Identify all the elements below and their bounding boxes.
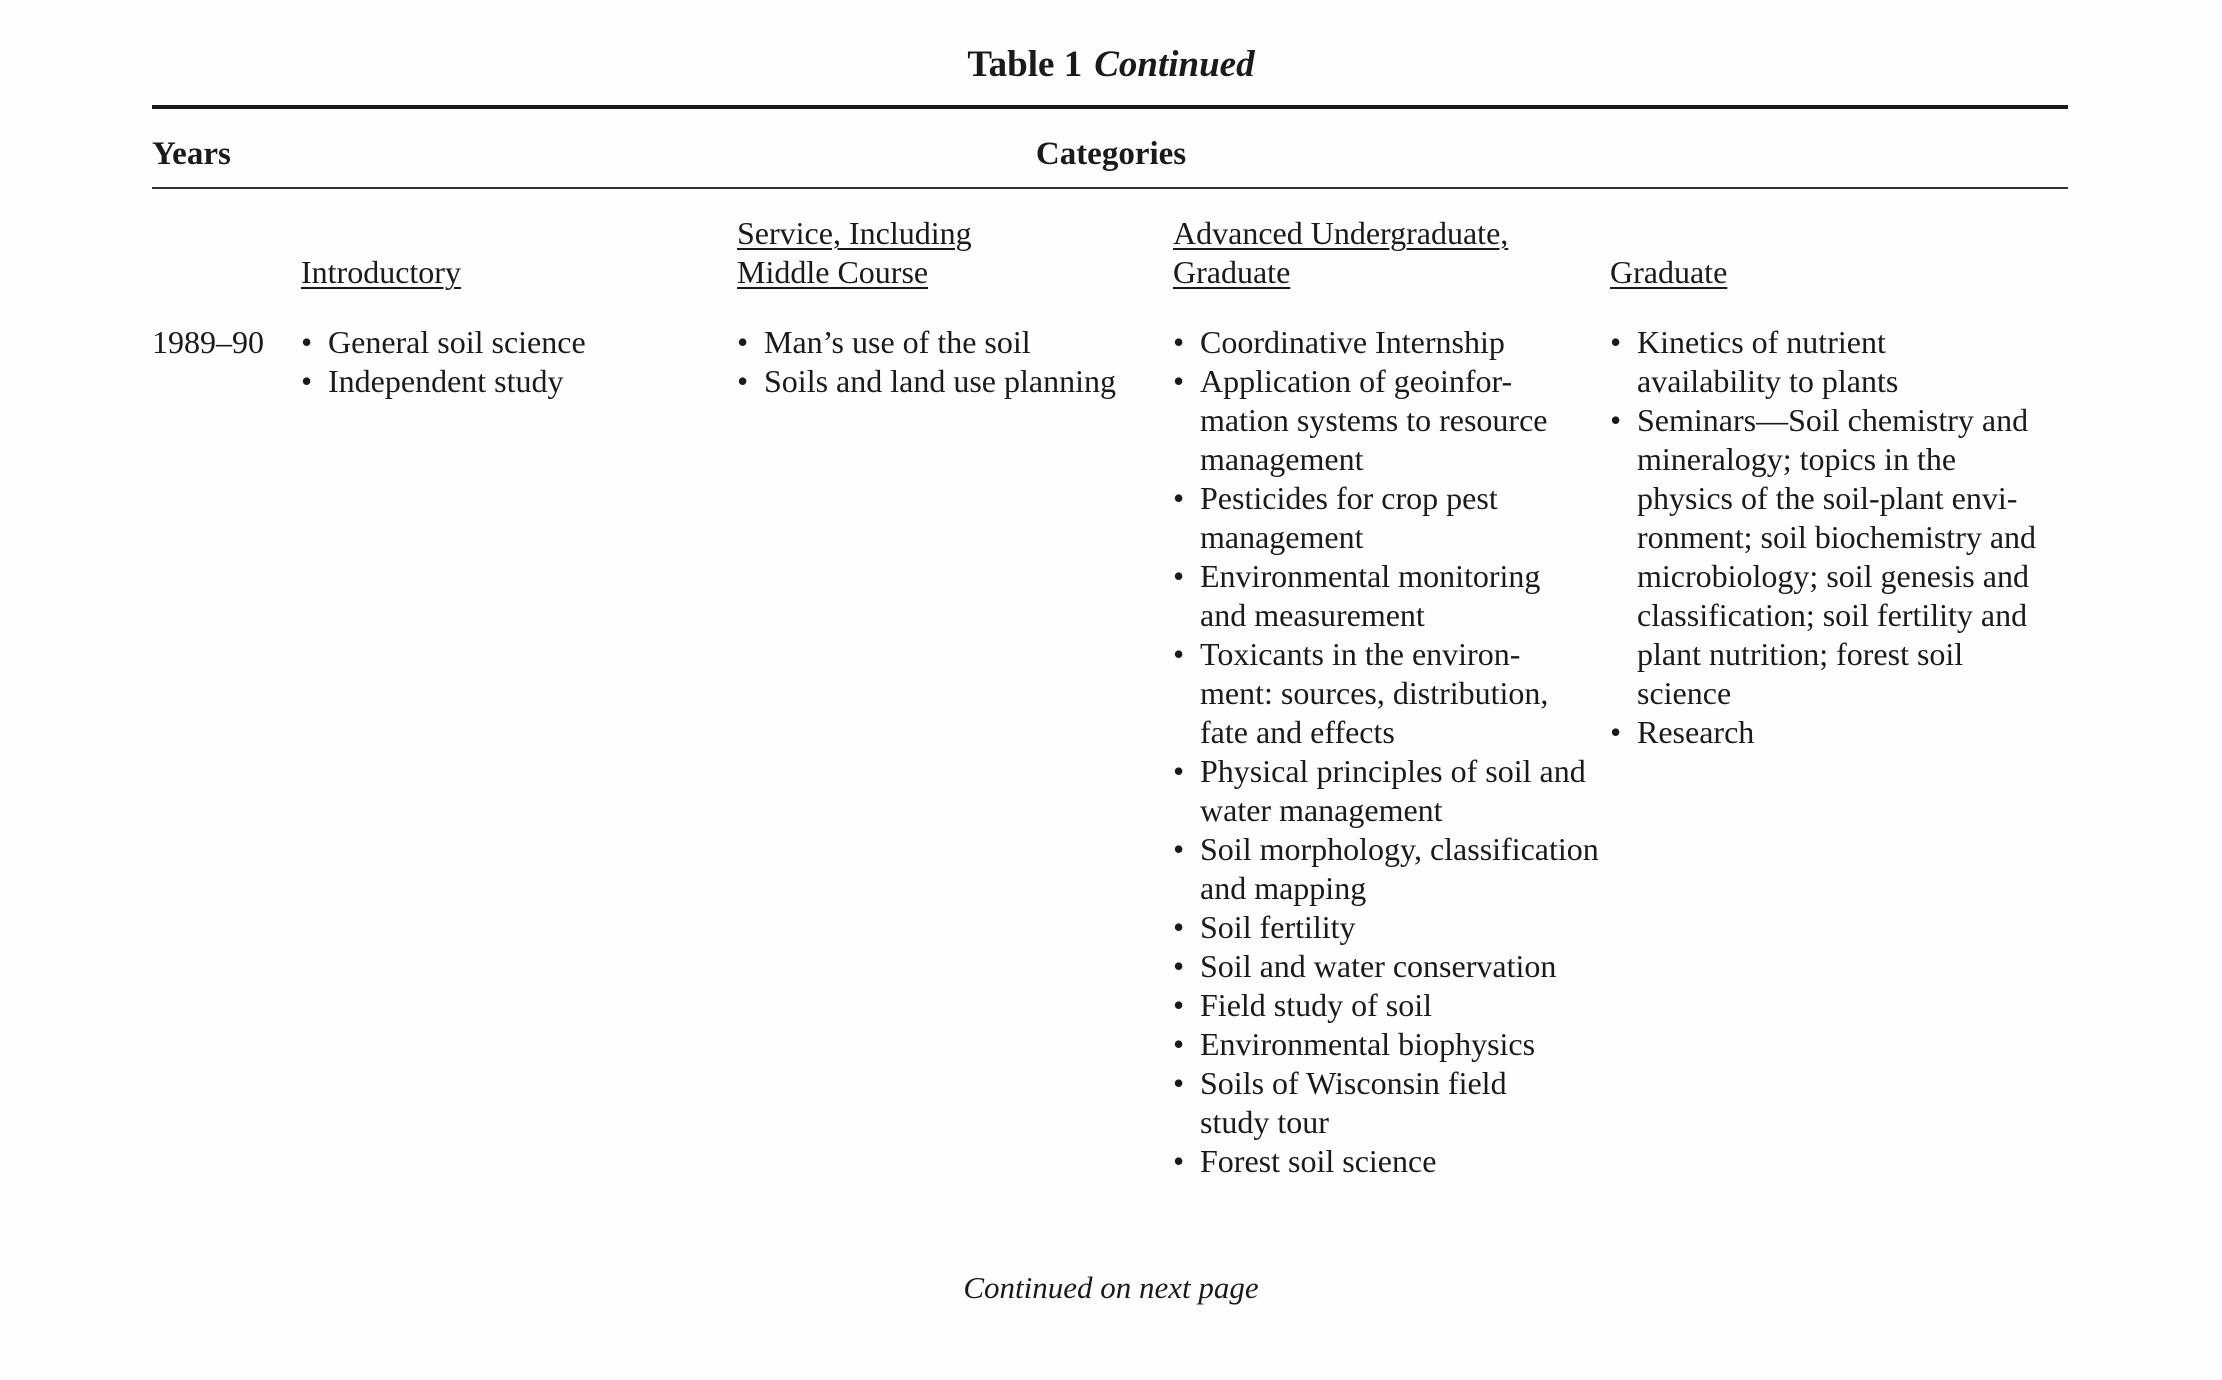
advanced-list (1173, 323, 1599, 1181)
column-heading-line: Advanced Undergraduate, (1173, 215, 1509, 251)
list-item: • Independent study (301, 362, 586, 401)
list-item: • Physical principles of soil and water management (1173, 752, 1599, 830)
list-item: • Soils of Wisconsin field study tour (1173, 1064, 1599, 1142)
introductory-list (301, 323, 586, 401)
list-item: • Coordinative Internship (1173, 323, 1599, 362)
column-heading-line: Service, Including (737, 215, 972, 251)
list-item: • General soil science (301, 323, 586, 362)
header-rule (152, 187, 2068, 189)
list-item: • Environmental biophysics (1173, 1025, 1599, 1064)
list-item: • Soil morphology, classification and mapping (1173, 830, 1599, 908)
list-item: • Soil and water conservation (1173, 947, 1599, 986)
list-item: • Forest soil science (1173, 1142, 1599, 1181)
column-heading-graduate (1610, 253, 1727, 292)
table-number: Table 1 (967, 44, 1083, 85)
list-item: • Man’s use of the soil (737, 323, 1116, 362)
list-item: • Pesticides for crop pest management (1173, 479, 1599, 557)
column-heading-service (737, 214, 972, 292)
column-heading-line: Introductory (301, 254, 461, 290)
list-item: • Application of geoinfor- mation systems to resource management (1173, 362, 1599, 479)
column-heading-line: Middle Course (737, 254, 929, 290)
table-continued-label: Continued (1094, 44, 1255, 85)
list-item: • Environmental monitoring and measurement (1173, 557, 1599, 635)
service-list (737, 323, 1116, 401)
column-heading-line: Graduate (1610, 254, 1728, 290)
list-item: • Research (1610, 713, 2036, 752)
years-header: Years (152, 136, 231, 172)
graduate-list (1610, 323, 2036, 752)
row-year: 1989–90 (152, 324, 264, 360)
list-item: • Soil fertility (1173, 908, 1599, 947)
list-item: • Toxicants in the environ- ment: sources, distribution, fate and effects (1173, 635, 1599, 752)
column-heading-introductory (301, 253, 461, 292)
column-heading-line: Graduate (1173, 254, 1291, 290)
list-item: • Field study of soil (1173, 986, 1599, 1025)
column-heading-advanced (1173, 214, 1508, 292)
continued-footer: Continued on next page (963, 1270, 1259, 1305)
top-rule (152, 105, 2068, 109)
list-item: • Kinetics of nutrient availability to plants (1610, 323, 2036, 401)
list-item: • Seminars—Soil chemistry and mineralogy; topics in the physics of the soil-plant envi- ronment; soil biochemistry and microbiology; soil genesis and classification; soil fertility and plant nutrition; forest soil science (1610, 401, 2036, 713)
table-caption (0, 42, 2222, 88)
list-item: • Soils and land use planning (737, 362, 1116, 401)
categories-header: Categories (1035, 136, 1187, 172)
